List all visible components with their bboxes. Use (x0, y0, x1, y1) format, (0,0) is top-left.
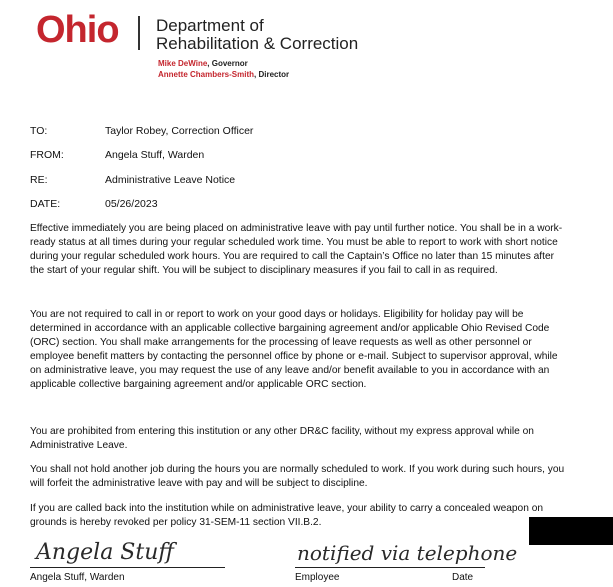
redaction-block (529, 517, 613, 545)
date-signature-label: Date (452, 572, 474, 583)
department-name-line2: Rehabilitation & Correction (156, 34, 359, 53)
date-value: 05/26/2023 (105, 198, 158, 210)
re-value: Administrative Leave Notice (105, 174, 236, 186)
to-label: TO: (30, 125, 48, 137)
director-line (158, 70, 289, 80)
re-label: RE: (30, 174, 48, 186)
letterhead-divider (138, 16, 140, 50)
employee-signature-line (295, 567, 485, 568)
warden-signature-line (30, 567, 225, 568)
body-paragraph-1: Effective immediately you are being placed on administrative leave with pay until further notice. You shall be in a work-ready status at all times during your regular scheduled work time. You must be able to report to work with short notice during your regular scheduled work hours. You are required to call the Captain’s Office no later than 15 minutes after the start of your regular shift. You will be subject to disciplinary measures if you fail to call in as required. (30, 223, 563, 276)
employee-signature-label: Employee (295, 572, 340, 583)
body-paragraph-3: You are prohibited from entering this institution or any other DR&C facility, without my express approval while on Administrative Leave. (30, 426, 534, 451)
warden-signature: Angela Stuff (36, 540, 174, 565)
warden-signature-label: Angela Stuff, Warden (30, 572, 125, 583)
body-paragraph-5: If you are called back into the institution while on administrative leave, your ability to carry a concealed weapon on grounds is hereby revoked per policy 31-SEM-11 section VII.B.2. (30, 503, 544, 528)
to-value: Taylor Robey, Correction Officer (105, 125, 254, 137)
ohio-logo: Ohio (36, 9, 119, 51)
body-paragraph-2: You are not required to call in or report to work on your good days or holidays. Eligibility for holiday pay will be determined in accordance with an applicable collective bargaining agreement and/or applicable Ohio Revised Code (ORC) section. You shall make arrangements for the processing of leave requests as well as other personnel or employee benefit matters by contacting the personnel office by phone or e-mail. Subject to supervisor approval, while on administrative leave, you may request the use of any leave and/or benefit available to you in accordance with an applicable collective bargaining agreement and/or applicable ORC section. (30, 309, 558, 390)
body-paragraph-4: You shall not hold another job during the hours you are normally scheduled to work. If you work during such hours, you will forfeit the administrative leave with pay and will be subject to discipline. (30, 464, 565, 489)
director-name: Annette Chambers-Smith (158, 70, 255, 79)
employee-signature: notified via telephone (297, 541, 518, 565)
from-label: FROM: (30, 149, 64, 161)
director-title: , Director (254, 70, 290, 79)
governor-line (158, 59, 248, 69)
department-name-line1: Department of (156, 16, 264, 35)
governor-title: , Governor (207, 59, 248, 68)
date-label: DATE: (30, 198, 61, 210)
governor-name: Mike DeWine (158, 59, 208, 68)
from-value: Angela Stuff, Warden (105, 149, 205, 161)
